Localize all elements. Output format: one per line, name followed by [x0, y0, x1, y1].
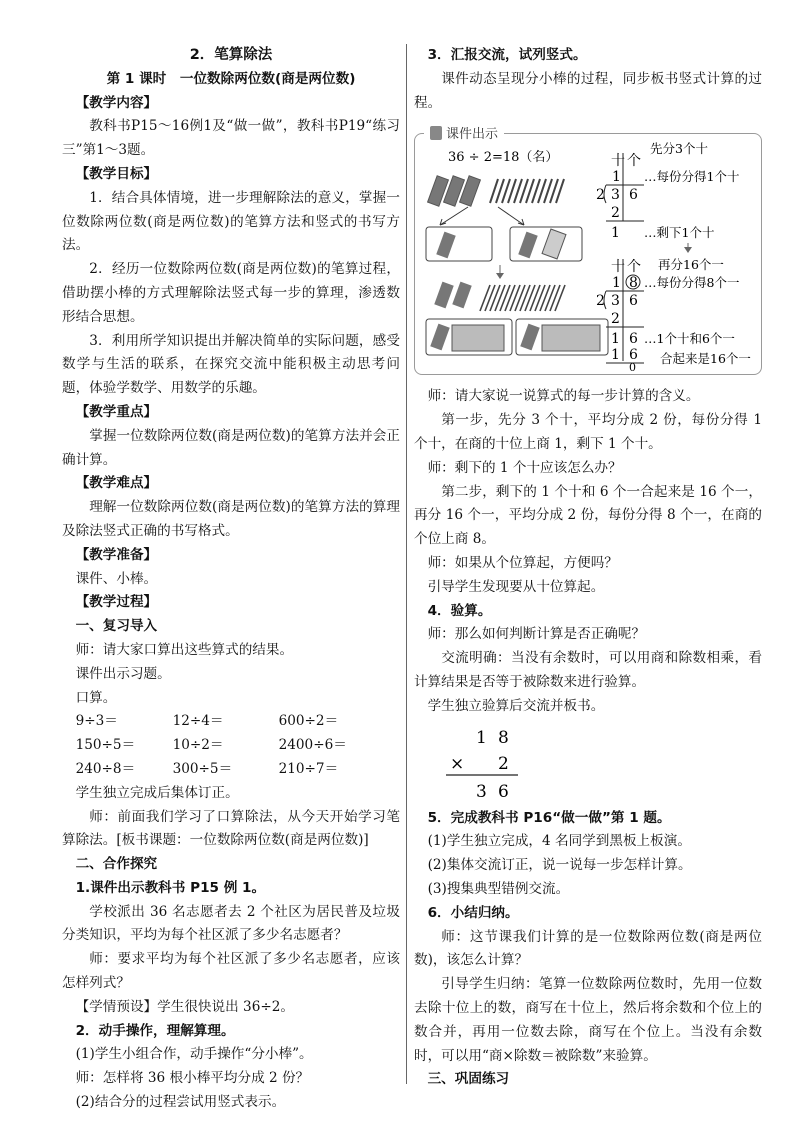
paragraph: 课件动态呈现分小棒的过程，同步板书竖式计算的过程。	[414, 70, 762, 111]
paragraph: 理解一位数除两位数(商是两位数)的笔算方法的算理及除法竖式正确的书写格式。	[62, 499, 400, 539]
svg-text:6: 6	[629, 331, 638, 348]
oral-calc-row	[62, 734, 400, 758]
svg-text:2: 2	[596, 187, 605, 204]
place-ten-label: 十	[611, 153, 625, 170]
verification-svg	[414, 719, 534, 805]
svg-text:合起来是16个一: 合起来是16个一	[660, 351, 751, 367]
paragraph: (1)学生小组合作，动手操作“分小棒”。	[75, 1046, 313, 1063]
paragraph: 学生独立完成后集体订正。	[75, 784, 239, 801]
paragraph: 学生独立验算后交流并板书。	[427, 697, 605, 714]
svg-text:3: 3	[611, 293, 620, 310]
section-heading: 2．笔算除法	[189, 47, 273, 63]
paragraph: 1．结合具体情境，进一步理解除法的意义，掌握一位数除两位数(商是两位数)的笔算方法和竖式的书写方法。	[62, 189, 400, 254]
right-column	[414, 44, 762, 1092]
paragraph: (1)学生独立完成，4 名同学到黑板上板演。	[427, 833, 691, 850]
svg-text:8: 8	[629, 275, 638, 292]
section-explain	[414, 385, 762, 718]
svg-text:2: 2	[611, 311, 620, 328]
oral-calc-row	[62, 758, 400, 782]
column-divider	[406, 44, 407, 1084]
section-heading: 【教学难点】	[75, 475, 158, 492]
paragraph: 师：前面我们学习了口算除法，从今天开始学习笔算除法。[板书课题：一位数除两位数(商是两位数)]	[62, 808, 400, 849]
section-heading: 4．验算。	[427, 602, 492, 619]
section-heading: 【教学重点】	[75, 403, 158, 420]
paragraph: 【学情预设】学生很快说出 36÷2。	[75, 998, 294, 1015]
svg-text:十: 十	[611, 259, 625, 276]
oral-calc-item: 210÷7＝	[278, 760, 339, 777]
paragraph: 口算。	[75, 689, 117, 706]
svg-text:1: 1	[612, 275, 621, 292]
loose-sticks-icon	[434, 282, 565, 311]
svg-text:6: 6	[629, 293, 638, 310]
tens-boxes	[426, 227, 582, 261]
section-report	[414, 44, 762, 115]
section-heading: 一、复习导入	[75, 618, 158, 635]
final-share-boxes	[426, 319, 608, 355]
section-heading: 【教学过程】	[75, 594, 158, 611]
section-heading: 【教学目标】	[75, 165, 158, 182]
paragraph: 师：请大家口算出这些算式的结果。	[75, 641, 294, 658]
split-arrows-icon	[440, 207, 524, 225]
section-heading: 1.课件出示教科书 P15 例 1。	[75, 879, 266, 896]
paragraph: (2)结合分的过程尝试用竖式表示。	[75, 1094, 286, 1111]
paragraph: 课件、小棒。	[75, 570, 158, 587]
paragraph: 引导学生发现要从十位算起。	[427, 578, 605, 595]
courseware-box	[414, 123, 762, 377]
svg-text:3: 3	[611, 187, 620, 204]
oral-calc-item: 240÷8＝	[75, 760, 136, 777]
paragraph: 第二步，剩下的 1 个十和 6 个一合起来是 16 个一，再分 16 个一，平均分成 2 份，每份分得 8 个一，在商的个位上商 8。	[414, 483, 762, 548]
equation-text: 36 ÷ 2=18（名）	[448, 150, 559, 166]
svg-text:2: 2	[596, 293, 605, 310]
section-heading: 3．汇报交流，试列竖式。	[427, 47, 587, 63]
svg-text:2: 2	[611, 205, 620, 222]
paragraph: 2．经历一位数除两位数(商是两位数)的笔算过程，借助摆小棒的方式理解除法竖式每一步的算理，渗透数形结合思想。	[62, 261, 400, 325]
svg-text:…1个十和6个一: …1个十和6个一	[644, 331, 735, 347]
section-heading: 【教学内容】	[75, 94, 158, 111]
paragraph: 引导学生归纳：笔算一位数除两位数时，先用一位数去除十位上的数，商写在十位上，然后将余数和个位上的数合并，再用一位数去除，商写在个位上。当没有余数时，可以用“商×除数＝被除数”来验算。	[414, 976, 762, 1064]
svg-text:1: 1	[611, 225, 620, 242]
paragraph: 师：怎样将 36 根小棒平均分成 2 份？	[75, 1070, 310, 1087]
paragraph: 学校派出 36 名志愿者去 2 个社区为居民普及垃圾分类知识，平均为每个社区派了多少名志愿者？	[62, 903, 400, 944]
svg-text:1: 1	[476, 727, 487, 748]
paragraph: 师：如果从个位算起，方便吗？	[427, 554, 618, 571]
courseware-tag: 课件出示	[424, 123, 504, 147]
division-step-two	[596, 259, 751, 371]
svg-text:0: 0	[629, 361, 636, 372]
svg-text:6: 6	[629, 347, 638, 364]
svg-text:…剩下1个十: …剩下1个十	[644, 225, 715, 241]
paragraph: 师：那么如何判断计算是否正确呢？	[427, 626, 646, 643]
svg-text:再分16个一: 再分16个一	[658, 257, 724, 273]
oral-calc-row	[62, 710, 400, 734]
oral-calc-item: 300÷5＝	[172, 760, 233, 777]
paragraph: 掌握一位数除两位数(商是两位数)的笔算方法并会正确计算。	[62, 427, 400, 468]
svg-text:个: 个	[627, 259, 641, 276]
svg-text:3: 3	[476, 781, 487, 802]
svg-text:6: 6	[629, 187, 638, 204]
svg-text:…每份分得1个十: …每份分得1个十	[644, 169, 740, 185]
paragraph: 师：请大家说一说算式的每一步计算的含义。	[427, 388, 700, 405]
paragraph: 师：要求平均为每个社区派了多少名志愿者，应该怎样列式？	[62, 951, 400, 992]
svg-text:2: 2	[498, 753, 509, 774]
division-step-one	[596, 141, 739, 272]
paragraph: 师：剩下的 1 个十应该怎么办？	[427, 459, 622, 476]
paragraph: 3．利用所学知识提出并解决简单的实际问题，感受数学与生活的联系，在探究交流中能积极主动思考问题，体验学数学、用数学的乐趣。	[62, 332, 400, 397]
paragraph: 课件出示习题。	[75, 665, 171, 682]
svg-text:…每份分得8个一: …每份分得8个一	[644, 275, 740, 291]
verification-multiplication	[414, 719, 762, 807]
svg-text:先分3个十: 先分3个十	[650, 141, 708, 157]
section-heading: 6．小结归纳。	[427, 904, 519, 921]
section-practice	[414, 807, 762, 1093]
svg-text:6: 6	[498, 781, 509, 802]
paragraph: (3)搜集典型错例交流。	[427, 880, 570, 897]
section-heading: 二、合作探究	[75, 856, 158, 873]
oral-calc-item: 9÷3＝	[75, 713, 118, 730]
oral-calc-item: 12÷4＝	[172, 713, 224, 730]
section-heading: 5．完成教科书 P16“做一做”第 1 题。	[427, 809, 671, 826]
stick-bundles-icon	[428, 176, 564, 206]
section-heading: 第 1 课时 一位数除两位数(商是两位数)	[106, 70, 356, 87]
paragraph: 交流明确：当没有余数时，可以用商和除数相乘，看计算结果是否等于被除数来进行验算。	[414, 650, 762, 690]
svg-text:1: 1	[611, 331, 620, 348]
oral-calc-item: 600÷2＝	[278, 713, 339, 730]
svg-text:1: 1	[612, 169, 621, 186]
left-column	[62, 44, 400, 1115]
section-heading: 【教学准备】	[75, 546, 158, 563]
place-one-label: 个	[627, 153, 641, 170]
paragraph: (2)集体交流订正，说一说每一步怎样计算。	[427, 857, 692, 874]
svg-text:1: 1	[611, 347, 620, 364]
down-arrow-icon	[496, 265, 504, 279]
svg-text:8: 8	[498, 727, 509, 748]
oral-calc-item: 2400÷6＝	[278, 737, 347, 754]
section-heading: 2．动手操作，理解算理。	[75, 1022, 235, 1039]
section-heading: 三、巩固练习	[427, 1071, 510, 1088]
paragraph: 第一步，先分 3 个十，平均分成 2 份，每份分得 1 个十，在商的十位上商 1，剩下 1 个十。	[414, 412, 762, 452]
oral-calc-item: 10÷2＝	[172, 737, 224, 754]
paragraph: 教科书P15～16例1及“做一做”，教科书P19“练习三”第1～3题。	[62, 118, 400, 159]
oral-calc-item: 150÷5＝	[75, 737, 136, 754]
paragraph: 师：这节课我们计算的是一位数除两位数(商是两位数)，该怎么计算？	[414, 928, 762, 969]
svg-text:×: ×	[450, 753, 465, 774]
division-illustration	[418, 139, 760, 371]
